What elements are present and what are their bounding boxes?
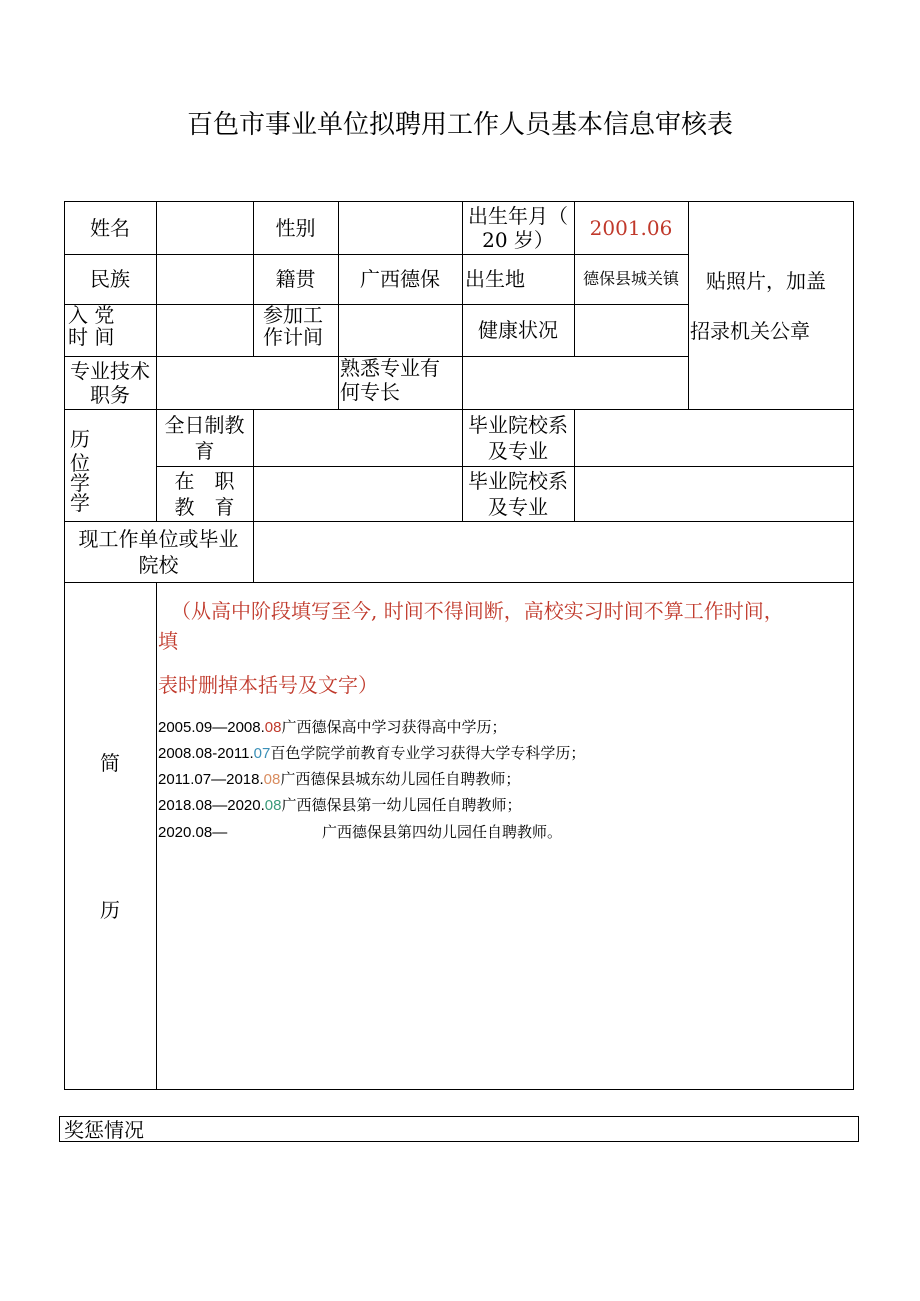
entry-date: 2005.09—2008. bbox=[158, 719, 265, 736]
work-label-line2: 作计间 bbox=[263, 325, 323, 349]
photo-area[interactable] bbox=[688, 254, 854, 358]
work-unit-label bbox=[64, 521, 253, 582]
education-label-char-3: 学 bbox=[70, 471, 90, 495]
onjob-label-line2: 教 育 bbox=[174, 494, 235, 519]
skill-label-line1: 熟悉专业有 bbox=[340, 356, 440, 380]
ethnic-field[interactable] bbox=[156, 254, 253, 304]
party-join-field[interactable] bbox=[156, 304, 253, 356]
entry-text: 百色学院学前教育专业学习获得大学专科学历； bbox=[270, 744, 586, 762]
name-field[interactable] bbox=[156, 201, 253, 254]
fulltime-school-line2: 及专业 bbox=[488, 438, 548, 463]
fulltime-school-field[interactable] bbox=[574, 409, 854, 466]
entry-text: 广西德保高中学习获得高中学历； bbox=[281, 718, 507, 736]
skill-label-line2: 何专长 bbox=[340, 380, 400, 404]
onjob-school-line1: 毕业院校系 bbox=[468, 468, 568, 493]
fulltime-education-label bbox=[156, 409, 253, 466]
onjob-label-line1: 在 职 bbox=[174, 468, 235, 493]
fulltime-school-line1: 毕业院校系 bbox=[468, 412, 568, 437]
health-label: 健康状况 bbox=[478, 318, 558, 342]
onjob-school-field[interactable] bbox=[574, 466, 854, 521]
photo-instruction-line1: 贴照片，加盖 bbox=[706, 269, 826, 293]
resume-entry-1 bbox=[158, 717, 506, 738]
party-label-line2: 时 间 bbox=[68, 325, 115, 349]
gender-label: 性别 bbox=[275, 215, 316, 240]
resume-entry-5 bbox=[158, 822, 562, 843]
entry-date: 2008.08-2011. bbox=[158, 745, 254, 762]
skill-field[interactable] bbox=[462, 356, 688, 409]
work-start-label bbox=[253, 304, 338, 356]
onjob-school-line2: 及专业 bbox=[488, 494, 548, 519]
entry-date-highlight: 08 bbox=[264, 797, 282, 814]
birthplace-field[interactable]: 德保县城关镇 bbox=[582, 269, 679, 288]
entry-text: 广西德保县城东幼儿园任自聘教师； bbox=[280, 770, 521, 788]
birth-date-label bbox=[462, 201, 574, 254]
rewards-row[interactable] bbox=[59, 1116, 859, 1142]
onjob-school-label bbox=[462, 466, 574, 521]
resume-instruction-line1: （从高中阶段填写至今, 时间不得间断，高校实习时间不算工作时间， bbox=[171, 599, 784, 623]
entry-text: 广西德保县第四幼儿园任自聘教师。 bbox=[322, 823, 563, 841]
page-title: 百色市事业单位拟聘用工作人员基本信息审核表 bbox=[186, 110, 733, 140]
birth-label-line2: 20 岁） bbox=[482, 227, 554, 252]
onjob-education-label bbox=[156, 466, 253, 521]
tech-label-line2: 职务 bbox=[90, 382, 130, 407]
work-unit-label-line2: 院校 bbox=[138, 552, 179, 577]
native-place-label: 籍贯 bbox=[275, 267, 316, 291]
resume-label-bottom: 历 bbox=[100, 898, 120, 922]
entry-date-highlight: 08 bbox=[264, 719, 282, 736]
fulltime-school-label bbox=[462, 409, 574, 466]
entry-date: 2018.08—2020. bbox=[158, 797, 265, 814]
tech-label-line1: 专业技术 bbox=[70, 358, 150, 383]
education-label bbox=[64, 409, 156, 521]
education-label-char-1: 历 bbox=[70, 427, 90, 451]
work-unit-label-line1: 现工作单位或毕业 bbox=[78, 526, 239, 551]
entry-date-highlight: 08 bbox=[263, 771, 281, 788]
work-label-line1: 参加工 bbox=[263, 303, 323, 327]
birth-date-field[interactable]: 2001.06 bbox=[589, 215, 673, 240]
work-unit-field[interactable] bbox=[253, 521, 854, 582]
photo-instruction-line2: 招录机关公章 bbox=[690, 319, 810, 343]
resume-entry-3 bbox=[158, 769, 520, 790]
entry-date-highlight: 07 bbox=[253, 745, 271, 762]
skill-label bbox=[338, 356, 462, 409]
native-place-field[interactable]: 广西德保 bbox=[360, 267, 440, 291]
fulltime-label-line2: 育 bbox=[194, 438, 215, 463]
tech-title-label bbox=[64, 356, 156, 409]
resume-entry-2 bbox=[158, 743, 585, 764]
fulltime-education-field[interactable] bbox=[253, 409, 462, 466]
rewards-label: 奖惩情况 bbox=[64, 1118, 144, 1142]
education-label-char-2: 位 bbox=[70, 451, 90, 475]
education-label-char-4: 学 bbox=[70, 491, 90, 515]
birthplace-label: 出生地 bbox=[465, 267, 525, 291]
fulltime-label-line1: 全日制教 bbox=[164, 412, 245, 437]
party-label-line1: 入 党 bbox=[68, 303, 115, 327]
entry-date: 2020.08— bbox=[158, 824, 228, 841]
entry-date: 2011.07—2018. bbox=[158, 771, 264, 788]
ethnic-label: 民族 bbox=[90, 267, 130, 291]
party-join-label bbox=[64, 304, 156, 356]
gender-field[interactable] bbox=[338, 201, 462, 254]
name-label: 姓名 bbox=[90, 215, 130, 240]
resume-label-top: 简 bbox=[100, 751, 120, 775]
onjob-education-field[interactable] bbox=[253, 466, 462, 521]
resume-instruction-line3: 表时删掉本括号及文字） bbox=[158, 673, 378, 697]
work-start-field[interactable] bbox=[338, 304, 462, 356]
health-field[interactable] bbox=[574, 304, 688, 356]
resume-instruction-line2: 填 bbox=[158, 629, 178, 653]
tech-title-field[interactable] bbox=[156, 356, 338, 409]
birth-label-line1: 出生年月（ bbox=[468, 203, 568, 228]
entry-text: 广西德保县第一幼儿园任自聘教师； bbox=[281, 796, 522, 814]
resume-entry-4 bbox=[158, 795, 521, 816]
